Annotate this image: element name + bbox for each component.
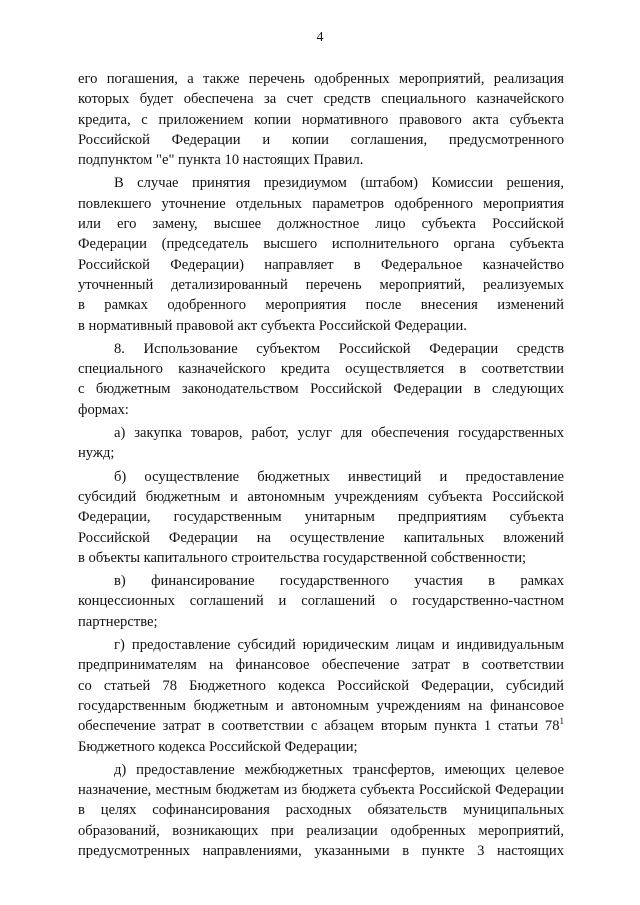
paragraph (78, 173, 564, 335)
line-text: назначение, местным бюджетам из бюджета субъекта Российской Федерации (78, 782, 564, 799)
line-text: В случае принятия президиумом (штабом) Комиссии решения, (114, 175, 564, 192)
line-text: Федерации (председатель высшего исполнительного органа субъекта (78, 236, 564, 253)
text-line (78, 130, 564, 150)
line-text: концессионных соглашений и соглашений о государственно-частном (78, 593, 564, 610)
text-line (78, 655, 564, 675)
line-text: Российской Федерации) направляет в Федеральное казначейство (78, 256, 564, 273)
line-text: формах: (78, 401, 129, 418)
line-text: обеспечение затрат в соответствии с абзацем вторым пункта 1 статьи 78 (78, 718, 560, 735)
line-text: государственным бюджетным и автономным учреждениям на финансовое (78, 697, 564, 714)
line-text: с бюджетным законодательством Российской Федерации в следующих (78, 381, 564, 398)
text-line (78, 696, 564, 716)
line-text: подпунктом "е" пункта 10 настоящих Правил. (78, 152, 364, 169)
line-text: предусмотренных направлениями, указанными в пункте 3 настоящих (78, 842, 564, 859)
paragraph (78, 760, 564, 861)
text-line (78, 821, 564, 841)
text-line (78, 612, 564, 632)
line-text: специального казначейского кредита осуществляется в соответствии (78, 361, 564, 378)
text-line (78, 150, 564, 170)
line-text: а) закупка товаров, работ, услуг для обеспечения государственных (114, 425, 564, 442)
text-line (78, 110, 564, 130)
line-text: в объекты капитального строительства государственной собственности; (78, 549, 527, 566)
paragraph (78, 69, 564, 170)
line-text: б) осуществление бюджетных инвестиций и предоставление (114, 468, 564, 485)
line-text: которых будет обеспечена за счет средств специального казначейского (78, 91, 564, 108)
line-text: образований, возникающих при реализации одобренных мероприятий, (78, 822, 564, 839)
text-line (78, 737, 564, 757)
line-text: Российской Федерации и копии соглашения, предусмотренного (78, 131, 564, 148)
text-line (78, 295, 564, 315)
superscript: 1 (559, 716, 564, 727)
text-line (78, 507, 564, 527)
line-text: в) финансирование государственного участия в рамках (114, 573, 564, 590)
paragraph (78, 339, 564, 420)
text-line (78, 800, 564, 820)
text-line (78, 339, 564, 359)
line-text: субсидий бюджетным и автономным учреждениям субъекта Российской (78, 488, 564, 505)
text-line (78, 379, 564, 399)
text-line (78, 676, 564, 696)
line-text: нужд; (78, 445, 115, 462)
text-line (78, 467, 564, 487)
text-line (78, 275, 564, 295)
line-text: в нормативный правовой акт субъекта Российской Федерации. (78, 317, 467, 334)
text-line (78, 89, 564, 109)
text-line (78, 841, 564, 861)
line-text: Бюджетного кодекса Российской Федерации; (78, 738, 358, 755)
line-text: д) предоставление межбюджетных трансфертов, имеющих целевое (114, 761, 564, 778)
text-line (78, 528, 564, 548)
text-line (78, 548, 564, 568)
line-text: Федерации, государственным унитарным предприятиям субъекта (78, 509, 564, 526)
text-line (78, 780, 564, 800)
document-body (78, 69, 564, 861)
text-line (78, 69, 564, 89)
text-line (78, 173, 564, 193)
line-text: 8. Использование субъектом Российской Федерации средств (114, 340, 564, 357)
text-line (78, 716, 564, 736)
line-text: Российской Федерации на осуществление капитальных вложений (78, 529, 564, 546)
line-text: со статьей 78 Бюджетного кодекса Российской Федерации, субсидий (78, 677, 564, 694)
text-line (78, 194, 564, 214)
text-line (78, 443, 564, 463)
paragraph (78, 467, 564, 568)
paragraph (78, 635, 564, 757)
text-line (78, 234, 564, 254)
line-text: в целях софинансирования расходных обязательств муниципальных (78, 802, 564, 819)
text-line (78, 255, 564, 275)
line-text: кредита, с приложением копии нормативного правового акта субъекта (78, 111, 564, 128)
line-text: партнерстве; (78, 613, 158, 630)
text-line (78, 571, 564, 591)
text-line (78, 423, 564, 443)
line-text: его погашения, а также перечень одобренных мероприятий, реализация (78, 71, 564, 87)
line-text: предпринимателям на финансовое обеспечение затрат в соответствии (78, 657, 564, 674)
text-line (78, 359, 564, 379)
text-line (78, 760, 564, 780)
line-text: г) предоставление субсидий юридическим лицам и индивидуальным (114, 637, 564, 654)
text-line (78, 316, 564, 336)
line-text: в рамках одобренного мероприятия после внесения изменений (78, 297, 564, 314)
text-line (78, 591, 564, 611)
text-line (78, 635, 564, 655)
page-number: 4 (316, 30, 324, 45)
line-text: повлекшего уточнение отдельных параметров одобренного мероприятия (78, 195, 564, 212)
line-text: уточненный детализированный перечень мероприятий, реализуемых (78, 276, 564, 293)
paragraph (78, 423, 564, 464)
paragraph (78, 571, 564, 632)
line-text: или его замену, высшее должностное лицо субъекта Российской (78, 216, 564, 233)
text-line (78, 400, 564, 420)
text-line (78, 487, 564, 507)
text-line (78, 214, 564, 234)
